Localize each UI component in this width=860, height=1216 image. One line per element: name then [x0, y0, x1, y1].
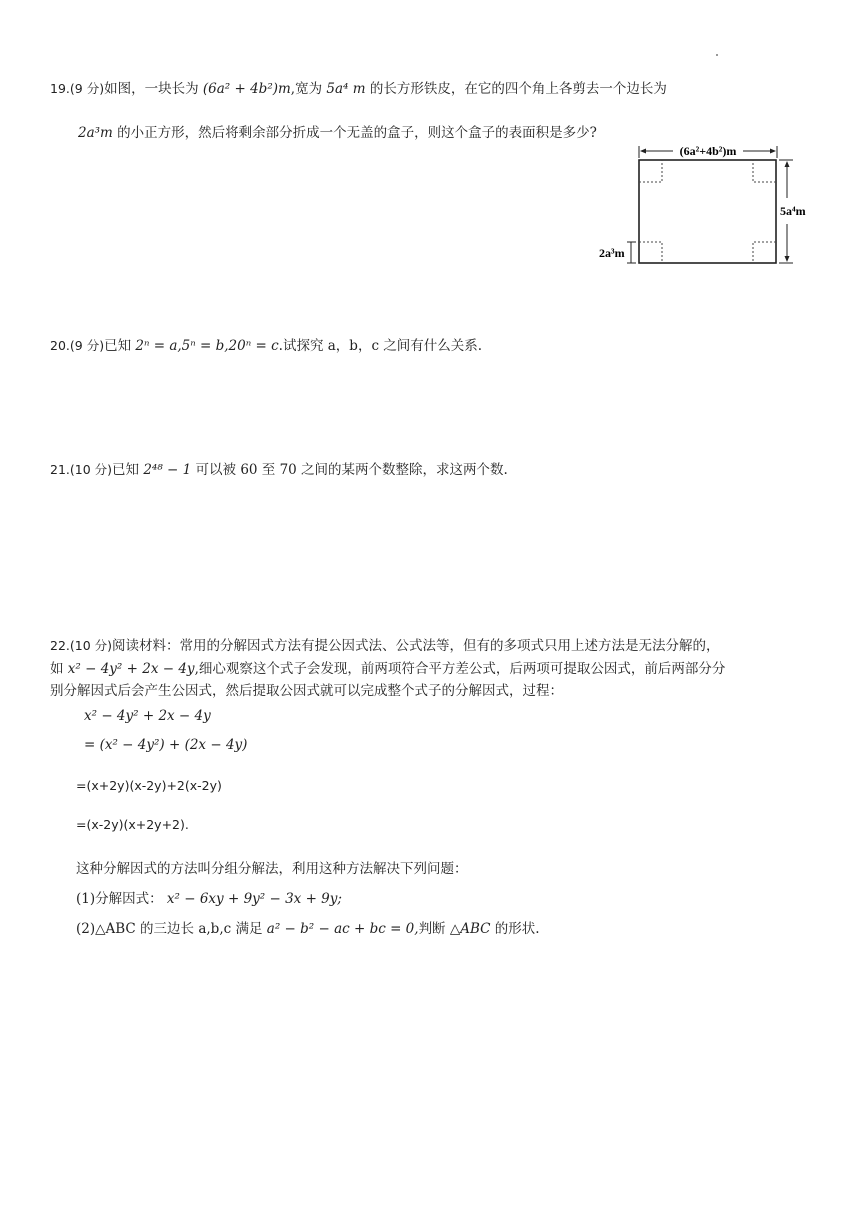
q21-text-1: 已知 — [112, 462, 140, 478]
q22-p2-expr: x² − 4y² + 2x − 4y — [67, 661, 195, 677]
q22-method: 这种分解因式的方法叫分组分解法，利用这种方法解决下列问题： — [76, 861, 468, 877]
q19-text-4: 的小正方形，然后将剩余部分折成一个无盖的盒子，则这个盒子的表面积是多少? — [117, 125, 597, 141]
q19-figure-top-label: (6a²+4b²)m — [679, 144, 737, 158]
q22-score: (10 分) — [69, 638, 113, 653]
q20-line — [50, 334, 482, 354]
q22-p2-rest: ,细心观察这个式子会发现，前两项符合平方差公式，后两项可提取公因式，前后两部分分 — [194, 661, 726, 677]
q21-line — [50, 458, 508, 478]
q22-step-2: = (x² − 4y²) + (2x − 4y) — [84, 737, 248, 753]
q22-sub1 — [76, 887, 342, 907]
q19-line2 — [78, 121, 597, 141]
q22-sub2-label: (2)△ABC 的三边长 a,b,c 满足 — [76, 921, 263, 937]
q19-score: (9 分) — [69, 81, 105, 96]
q22-sub2-triangle: △ABC — [449, 921, 491, 937]
q22-paragraph-1: 阅读材料：常用的分解因式方法有提公因式法、公式法等，但有的多项式只用上述方法是无法分解的， — [112, 638, 720, 654]
q22-step-4: =(x-2y)(x+2y+2). — [76, 817, 189, 832]
q20-text-1: 已知 — [104, 338, 132, 354]
q22-sub1-label: (1)分解因式： — [76, 891, 163, 907]
q19-length-expr: (6a² + 4b²)m — [202, 81, 291, 97]
q22-sub2-end: 的形状. — [494, 921, 540, 937]
q22-sub2 — [76, 917, 540, 937]
q20-text-2: .试探究 a，b，c 之间有什么关系. — [278, 338, 483, 354]
q22-sub2-mid: 判断 — [418, 921, 446, 937]
q19-text-1: 如图，一块长为 — [104, 81, 199, 97]
q21-expr: 2⁴⁸ − 1 — [143, 462, 192, 478]
q22-line1 — [50, 634, 720, 654]
page-speck — [716, 54, 718, 56]
q21-score: (10 分) — [69, 462, 113, 477]
q19-side-expr: 2a³m — [78, 125, 113, 141]
q19-number: 19. — [50, 81, 70, 96]
q22-step-3: =(x+2y)(x-2y)+2(x-2y) — [76, 778, 222, 793]
q19-figure — [590, 138, 830, 270]
q19-text-3: 的长方形铁皮，在它的四个角上各剪去一个边长为 — [369, 81, 667, 97]
q22-paragraph-3: 别分解因式后会产生公因式，然后提取公因式就可以完成整个式子的分解因式，过程： — [50, 683, 563, 699]
q19-figure-right-label: 5a⁴m — [780, 204, 806, 218]
q22-line3 — [50, 679, 563, 699]
q22-sub2-expr: a² − b² − ac + bc = 0, — [266, 921, 419, 937]
q22-line2 — [50, 657, 725, 677]
q20-expr: 2ⁿ = a,5ⁿ = b,20ⁿ = c — [135, 338, 279, 354]
q22-number: 22. — [50, 638, 70, 653]
q22-sub1-expr: x² − 6xy + 9y² − 3x + 9y; — [166, 891, 342, 907]
q19-figure-left-label: 2a³m — [599, 246, 625, 260]
q22-p2-prefix: 如 — [50, 661, 64, 677]
q19-width-expr: 5a⁴ m — [326, 81, 366, 97]
q20-number: 20. — [50, 338, 70, 353]
q19-line1 — [50, 77, 667, 97]
q20-score: (9 分) — [69, 338, 105, 353]
q21-text-2: 可以被 60 至 70 之间的某两个数整除，求这两个数. — [195, 462, 508, 478]
q21-number: 21. — [50, 462, 70, 477]
q22-step-1: x² − 4y² + 2x − 4y — [84, 708, 211, 724]
q19-text-2: ,宽为 — [290, 81, 323, 97]
